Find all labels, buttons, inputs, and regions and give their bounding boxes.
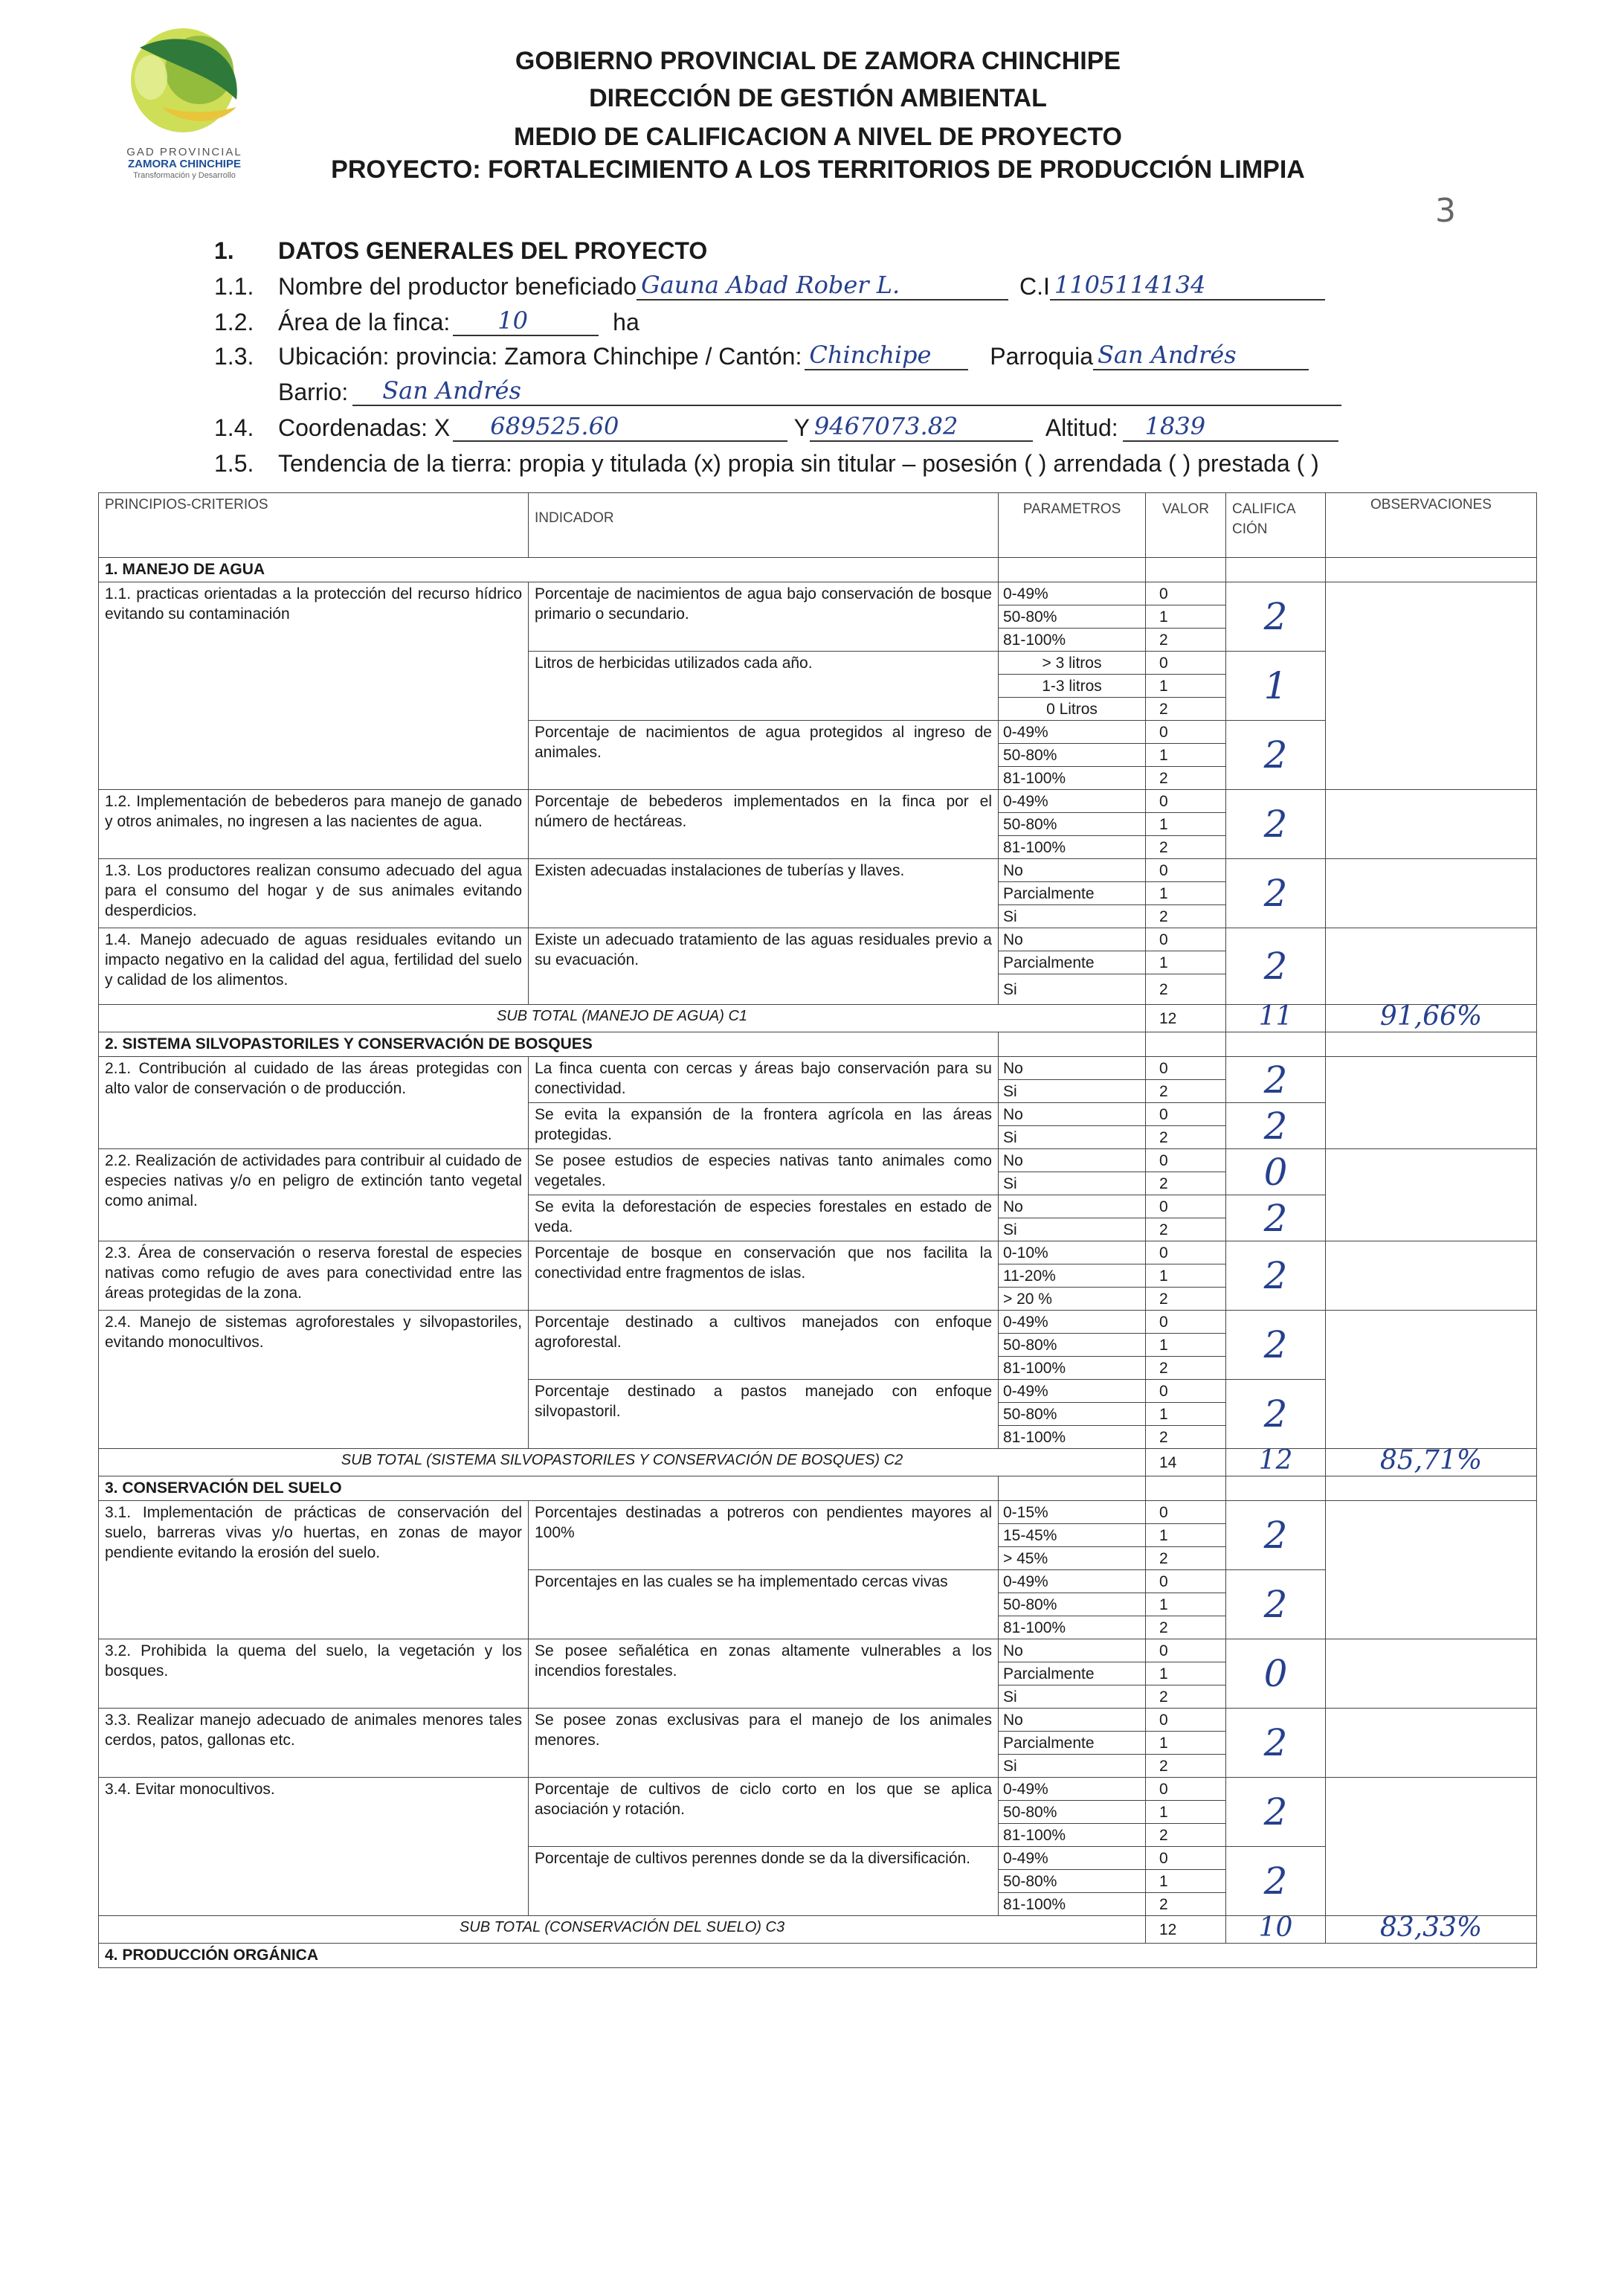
indicador: Porcentaje de cultivos de ciclo corto en los que se aplica asociación y rotación. [529,1778,999,1847]
indicador: Porcentaje de nacimientos de agua bajo conservación de bosque primario o secundario. [529,582,999,652]
grade: 2 [1263,1583,1288,1626]
header-valor: VALOR [1146,493,1226,558]
table-row: Se evita la deforestación de especies forestales en estado de veda. No 0 2 [99,1195,1537,1218]
grade: 2 [1263,1058,1288,1102]
field-ubicacion: 1.3. Ubicación: provincia: Zamora Chinchipe / Cantón: Chinchipe Parroquia San Andrés [214,342,1309,370]
indicador: Porcentajes en las cuales se ha implementado cercas vivas [529,1570,999,1639]
subtotal-row: SUB TOTAL (MANEJO DE AGUA) C1 12 11 91,66% [99,1005,1537,1032]
table-row: 3.1. Implementación de prácticas de conservación del suelo, barreras vivas y/o huertas, en zonas de mayor pendiente evitando la erosión del suelo. Porcentajes destinadas a potreros con pendientes mayores al 100% 0-15% 0 2 [99,1501,1537,1524]
title-line-2: DIRECCIÓN DE GESTIÓN AMBIENTAL [589,84,1047,112]
grade: 2 [1263,945,1288,988]
criterio-3-3: 3.3. Realizar manejo adecuado de animales menores tales cerdos, patos, gallonas etc. [99,1709,529,1778]
field-barrio: Barrio: San Andrés [278,378,1341,406]
grade: 2 [1263,1254,1288,1297]
indicador: Porcentaje destinado a pastos manejado con enfoque silvopastoril. [529,1380,999,1449]
table-row: 2.4. Manejo de sistemas agroforestales y silvopastoriles, evitando monocultivos. Porcentaje destinado a cultivos manejados con enfoque agroforestal. 0-49% 0 2 [99,1311,1537,1334]
title-line-1: GOBIERNO PROVINCIAL DE ZAMORA CHINCHIPE [515,47,1121,75]
table-row: 1.1. practicas orientadas a la protección del recurso hídrico evitando su contaminación Porcentaje de nacimientos de agua bajo conservación de bosque primario o secundario. 0-49% 0 2 [99,582,1537,605]
criterio-2-4: 2.4. Manejo de sistemas agroforestales y silvopastoriles, evitando monocultivos. [99,1311,529,1449]
indicador: La finca cuenta con cercas y áreas bajo conservación para su conectividad. [529,1057,999,1103]
grade: 2 [1263,1721,1288,1764]
altitud-value: 1839 [1144,412,1206,440]
table-row: 2.1. Contribución al cuidado de las áreas protegidas con alto valor de conservación o de producción. La finca cuenta con cercas y áreas bajo conservación para su conectividad. No 0 2 [99,1057,1537,1080]
grade: 2 [1263,1323,1288,1366]
field-coordenadas: 1.4. Coordenadas: X 689525.60 Y 9467073.82 Altitud: 1839 [214,414,1338,442]
grade: 2 [1263,803,1288,846]
indicador: Existe un adecuado tratamiento de las aguas residuales previo a su evacuación. [529,928,999,1005]
evaluation-table: PRINCIPIOS-CRITERIOS INDICADOR PARAMETROS VALOR CALIFICA CIÓN OBSERVACIONES 1. MANEJO DE AGUA 1.1. practicas orientadas a la protección del recurso hídrico evitando su contaminación Porcentaje de nacimientos de agua bajo conservación de bosque primario o secundario. 0-49% 0 2 50-80% 1 81-100% 2 Litros de herbicidas utilizados cada año. > 3 litros 0 1 1-3 litros 1 0 Litros 2 Porcentaje de nacimientos de agua protegidos al ingreso de animales. 0-49% 0 2 50-80% 1 81-100% 2 1.2. Implementación de bebederos para manejo de ganado y otros animales, no ingresen a las nacientes de agua. Porcentaje de bebederos implementados en la finca por el número de hectáreas. 0-49% 0 2 50-80% 1 81-100% 2 1.3. Los productores realizan consumo adecuado del agua para el consumo del hogar y de sus animales evitando desperdicios. Existen adecuadas instalaciones de tuberías y llaves. No 0 2 Parcialmente 1 Si 2 1.4. Manejo adecuado de aguas residuales evitando un impacto negativo en la calidad del agua, fertilidad del suelo y calidad de los alimentos. Existe un adecuado tratamiento de las aguas residuales previo a su evacuación. No 0 2 Parcialmente 1 Si 2 SUB TOTAL (MANEJO DE AGUA) C1 12 11 91,66% 2. SISTEMA SILVOPASTORILES Y CONSERVACIÓN DE BOSQUES 2.1. Contribución al cuidado de las áreas protegidas con alto valor de conservación o de producción. La finca cuenta con cercas y áreas bajo conservación para su conectividad. No 0 2 Si 2 Se evita la expansión de la frontera agrícola en las áreas protegidas. No 0 2 Si 2 2.2. Realización de actividades para contribuir al cuidado de especies nativas y/o en peligro de extinción tanto vegetal como animal. Se posee estudios de especies nativas tanto animales como vegetales. No 0 0 Si 2 Se evita la deforestación de especies forestales en estado de veda. No 0 2 Si 2 2.3. Área de conservación o reserva forestal de especies nativas como refugio de aves para conectividad entre las áreas protegidas de la zona. Porcentaje de bosque en conservación que nos facilita la conectividad entre fragmentos de islas. 0-10% 0 2 11-20% 1 > 20 % 2 2.4. Manejo de sistemas agroforestales y silvopastoriles, evitando monocultivos. Porcentaje destinado a cultivos manejados con enfoque agroforestal. 0-49% 0 2 50-80% 1 81-100% 2 Porcentaje destinado a pastos manejado con enfoque silvopastoril. 0-49% 0 2 50-80% 1 81-100% 2 SUB TOTAL (SISTEMA SILVOPASTORILES Y CONSERVACIÓN DE BOSQUES) C2 14 12 85,71% 3. CONSERVACIÓN DEL SUELO 3.1. Implementación de prácticas de conservación del suelo, barreras vivas y/o huertas, en zonas de mayor pendiente evitando la erosión del suelo. Porcentajes destinadas a potreros con pendientes mayores al 100% 0-15% 0 2 15-45% 1 > 45% 2 Porcentajes en las cuales se ha implementado cercas vivas 0-49% 0 2 50-80% 1 81-100% 2 3.2. Prohibida la quema del suelo, la vegetación y los bosques. Se posee señalética en zonas altamente vulnerables a los incendios forestales. No 0 0 Parcialmente 1 Si 2 3.3. Realizar manejo adecuado de animales menores tales cerdos, patos, gallonas etc. Se posee zonas exclusivas para el manejo de los animales menores. No 0 2 Parcialmente 1 Si 2 3.4. Evitar monocultivos. Porcentaje de cultivos de ciclo corto en los que se aplica asociación y rotación. 0-49% 0 2 50-80% 1 81-100% 2 Porcentaje de cultivos perennes donde se da la diversificación. 0-49% 0 2 50-80% 1 81-100% 2 SUB TOTAL (CONSERVACIÓN DEL SUELO) C3 12 10 83,33% 4. PRODUCCIÓN ORGÁNICA [98,492,1537,1968]
grade: 2 [1263,1790,1288,1834]
grade: 0 [1263,1150,1288,1194]
criterio-3-4: 3.4. Evitar monocultivos. [99,1778,529,1916]
grade: 2 [1263,1514,1288,1557]
grade: 2 [1263,1196,1288,1240]
subtotal-grade: 10 [1258,1912,1293,1943]
subtotal-obs: 83,33% [1379,1912,1483,1943]
logo-text-1: GAD PROVINCIAL [126,146,242,158]
header-principios: PRINCIPIOS-CRITERIOS [99,493,529,558]
subtotal-row: SUB TOTAL (CONSERVACIÓN DEL SUELO) C3 12 10 83,33% [99,1916,1537,1944]
grade: 2 [1263,872,1288,915]
table-row: 3.3. Realizar manejo adecuado de animales menores tales cerdos, patos, gallonas etc. Se posee zonas exclusivas para el manejo de los animales menores. No 0 2 [99,1709,1537,1732]
indicador: Se posee estudios de especies nativas tanto animales como vegetales. [529,1149,999,1195]
area-value: 10 [497,306,528,335]
grade: 2 [1263,1860,1288,1903]
criterio-1-4: 1.4. Manejo adecuado de aguas residuales evitando un impacto negativo en la calidad del agua, fertilidad del suelo y calidad de los alimentos. [99,928,529,1005]
indicador: Porcentaje de nacimientos de agua protegidos al ingreso de animales. [529,721,999,790]
subtotal-obs: 91,66% [1379,1001,1483,1032]
canton-value: Chinchipe [809,341,932,369]
barrio-value: San Andrés [382,376,521,405]
indicador: Porcentajes destinadas a potreros con pendientes mayores al 100% [529,1501,999,1570]
logo-text-3: Transformación y Desarrollo [133,171,236,180]
grade: 0 [1263,1652,1288,1695]
field-tendencia: 1.5. Tendencia de la tierra: propia y titulada (x) propia sin titular – posesión ( ) arrendada ( ) prestada ( ) [214,450,1319,477]
subtotal-grade: 12 [1258,1445,1293,1476]
indicador: Se evita la deforestación de especies forestales en estado de veda. [529,1195,999,1241]
criterio-1-2: 1.2. Implementación de bebederos para manejo de ganado y otros animales, no ingresen a las nacientes de agua. [99,790,529,859]
table-row: 2.3. Área de conservación o reserva forestal de especies nativas como refugio de aves para conectividad entre las áreas protegidas de la zona. Porcentaje de bosque en conservación que nos facilita la conectividad entre fragmentos de islas. 0-10% 0 2 [99,1241,1537,1264]
subtotal-grade: 11 [1258,1001,1293,1032]
criterio-1-3: 1.3. Los productores realizan consumo adecuado del agua para el consumo del hogar y de sus animales evitando desperdicios. [99,859,529,928]
table-row: 1.3. Los productores realizan consumo adecuado del agua para el consumo del hogar y de sus animales evitando desperdicios. Existen adecuadas instalaciones de tuberías y llaves. No 0 2 [99,859,1537,882]
criterio-2-2: 2.2. Realización de actividades para contribuir al cuidado de especies nativas y/o en peligro de extinción tanto vegetal como animal. [99,1149,529,1241]
header-indicador: INDICADOR [529,493,999,558]
section-row: 2. SISTEMA SILVOPASTORILES Y CONSERVACIÓN DE BOSQUES [99,1032,1537,1057]
subtotal-obs: 85,71% [1379,1445,1483,1476]
section-row: 3. CONSERVACIÓN DEL SUELO [99,1476,1537,1501]
section-row: 1. MANEJO DE AGUA [99,558,1537,582]
grade: 2 [1263,1104,1288,1148]
subtotal-row: SUB TOTAL (SISTEMA SILVOPASTORILES Y CONSERVACIÓN DE BOSQUES) C2 14 12 85,71% [99,1449,1537,1476]
indicador: Existen adecuadas instalaciones de tuberías y llaves. [529,859,999,928]
parroquia-value: San Andrés [1097,341,1237,369]
header-observaciones: OBSERVACIONES [1326,493,1537,558]
table-row: 3.4. Evitar monocultivos. Porcentaje de cultivos de ciclo corto en los que se aplica asociación y rotación. 0-49% 0 2 [99,1778,1537,1801]
y-value: 9467073.82 [813,412,958,440]
indicador: Porcentaje destinado a cultivos manejados con enfoque agroforestal. [529,1311,999,1380]
grade: 1 [1263,664,1288,707]
indicador: Se evita la expansión de la frontera agrícola en las áreas protegidas. [529,1103,999,1149]
x-value: 689525.60 [490,412,619,440]
indicador: Se posee señalética en zonas altamente vulnerables a los incendios forestales. [529,1639,999,1709]
table-header [99,493,1537,558]
indicador: Porcentaje de cultivos perennes donde se da la diversificación. [529,1847,999,1916]
criterio-3-1: 3.1. Implementación de prácticas de conservación del suelo, barreras vivas y/o huertas, en zonas de mayor pendiente evitando la erosión del suelo. [99,1501,529,1639]
field-area: 1.2. Área de la finca: 10 ha [214,306,639,335]
indicador: Litros de herbicidas utilizados cada año. [529,652,999,721]
table-row: Litros de herbicidas utilizados cada año. > 3 litros 0 1 [99,652,1537,675]
table-row: Porcentaje destinado a pastos manejado con enfoque silvopastoril. 0-49% 0 2 [99,1380,1537,1403]
criterio-2-3: 2.3. Área de conservación o reserva forestal de especies nativas como refugio de aves para conectividad entre las áreas protegidas de la zona. [99,1241,529,1311]
field-productor: 1.1. Nombre del productor beneficiado Gauna Abad Rober L. C.I 1105114134 [214,272,1325,301]
grade: 2 [1263,1392,1288,1436]
header-parametros: PARAMETROS [999,493,1146,558]
section-heading: 1. DATOS GENERALES DEL PROYECTO [214,237,708,264]
indicador: Porcentaje de bosque en conservación que nos facilita la conectividad entre fragmentos de islas. [529,1241,999,1311]
table-row: Porcentaje de nacimientos de agua protegidos al ingreso de animales. 0-49% 0 2 [99,721,1537,744]
criterio-3-2: 3.2. Prohibida la quema del suelo, la vegetación y los bosques. [99,1639,529,1709]
table-row: 1.4. Manejo adecuado de aguas residuales evitando un impacto negativo en la calidad del agua, fertilidad del suelo y calidad de los alimentos. Existe un adecuado tratamiento de las aguas residuales previo a su evacuación. No 0 2 [99,928,1537,951]
criterio-1-1: 1.1. practicas orientadas a la protección del recurso hídrico evitando su contaminación [99,582,529,790]
header-califica: CALIFICA CIÓN [1226,493,1326,558]
title-line-4: PROYECTO: FORTALECIMIENTO A LOS TERRITORIOS DE PRODUCCIÓN LIMPIA [331,155,1305,184]
logo-text-2: ZAMORA CHINCHIPE [128,158,241,170]
grade: 2 [1263,733,1288,777]
indicador: Se posee zonas exclusivas para el manejo de los animales menores. [529,1709,999,1778]
page-number: 3 [1435,192,1456,230]
table-row: 3.2. Prohibida la quema del suelo, la vegetación y los bosques. Se posee señalética en zonas altamente vulnerables a los incendios forestales. No 0 0 [99,1639,1537,1662]
indicador: Porcentaje de bebederos implementados en la finca por el número de hectáreas. [529,790,999,859]
title-line-3: MEDIO DE CALIFICACION A NIVEL DE PROYECTO [514,123,1122,151]
productor-value: Gauna Abad Rober L. [641,271,900,299]
grade: 2 [1263,595,1288,638]
table-row: Porcentajes en las cuales se ha implementado cercas vivas 0-49% 0 2 [99,1570,1537,1593]
table-row: 1.2. Implementación de bebederos para manejo de ganado y otros animales, no ingresen a las nacientes de agua. Porcentaje de bebederos implementados en la finca por el número de hectáreas. 0-49% 0 2 [99,790,1537,813]
table-row: Se evita la expansión de la frontera agrícola en las áreas protegidas. No 0 2 [99,1103,1537,1126]
section-row: 4. PRODUCCIÓN ORGÁNICA [99,1944,1537,1968]
table-row: Porcentaje de cultivos perennes donde se da la diversificación. 0-49% 0 2 [99,1847,1537,1870]
table-row: 2.2. Realización de actividades para contribuir al cuidado de especies nativas y/o en peligro de extinción tanto vegetal como animal. Se posee estudios de especies nativas tanto animales como vegetales. No 0 0 [99,1149,1537,1172]
criterio-2-1: 2.1. Contribución al cuidado de las áreas protegidas con alto valor de conservación o de producción. [99,1057,529,1149]
ci-value: 1105114134 [1054,271,1206,299]
